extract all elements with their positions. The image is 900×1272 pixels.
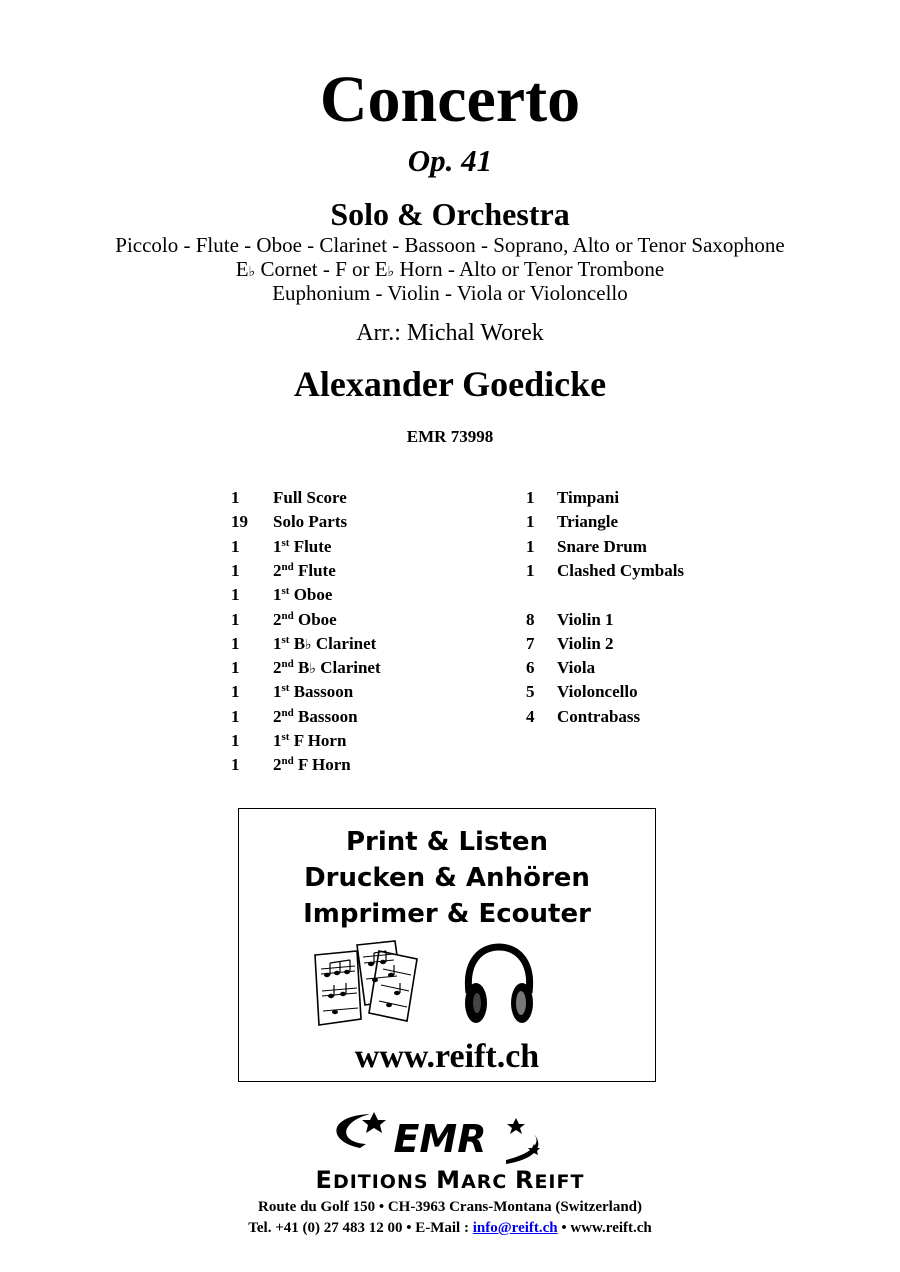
part-name: 1st Bassoon — [273, 682, 354, 702]
part-quantity: 1 — [231, 706, 240, 726]
flat-sign: ♭ — [387, 264, 395, 280]
promo-line-3: Imprimer & Ecouter — [303, 899, 591, 929]
promo-url: www.reift.ch — [354, 1038, 540, 1075]
part-quantity: 1 — [231, 488, 240, 507]
part-quantity: 1 — [231, 560, 240, 580]
part-name: 2nd Bassoon — [273, 706, 358, 726]
parts-list-left — [231, 486, 491, 786]
part-name: Timpani — [557, 488, 620, 507]
part-name: 2nd B♭ Clarinet — [273, 658, 381, 678]
part-quantity: 1 — [231, 682, 240, 702]
opus-number: Op. 41 — [407, 143, 493, 178]
subtitle: Solo & Orchestra — [330, 196, 570, 232]
instrument-line-1: Piccolo - Flute - Oboe - Clarinet - Bassoon - Soprano, Alto or Tenor Saxophone — [115, 233, 785, 257]
part-name: 1st Oboe — [273, 585, 333, 605]
arranger: Arr.: Michal Worek — [356, 320, 544, 346]
part-quantity: 5 — [526, 682, 535, 702]
part-name: Contrabass — [557, 706, 641, 726]
part-name: Full Score — [273, 488, 347, 507]
flat-sign: ♭ — [309, 661, 316, 678]
sheet-music-icon — [309, 939, 429, 1029]
part-name: 1st F Horn — [273, 731, 347, 750]
part-name: 2nd Flute — [273, 560, 336, 580]
part-name: Violoncello — [557, 682, 638, 702]
emr-logo — [320, 1108, 560, 1168]
logo-text: EMR — [393, 1117, 487, 1161]
composer: Alexander Goedicke — [293, 364, 607, 404]
publisher-brand: EDITIONS MARC REIFT — [315, 1166, 585, 1194]
part-quantity: 1 — [231, 585, 240, 605]
part-name: Clashed Cymbals — [557, 560, 685, 580]
part-quantity: 1 — [231, 755, 240, 775]
publisher-address: Route du Golf 150 • CH-3963 Crans-Montana (Switzerland) — [258, 1199, 642, 1215]
part-quantity: 1 — [231, 536, 240, 556]
title: Concerto — [319, 63, 581, 136]
part-name: 1st Flute — [273, 536, 332, 556]
catalog-number: EMR 73998 — [406, 427, 494, 446]
part-name: Snare Drum — [557, 536, 647, 556]
part-name: Viola — [557, 658, 596, 678]
part-quantity: 1 — [231, 731, 240, 750]
part-quantity: 1 — [526, 536, 535, 556]
part-quantity: 1 — [231, 658, 240, 678]
part-name: Solo Parts — [273, 512, 348, 532]
star-icon — [507, 1118, 525, 1134]
part-name: Violin 2 — [557, 633, 614, 653]
part-quantity: 1 — [231, 609, 240, 629]
headphones-icon — [459, 943, 539, 1029]
part-quantity: 1 — [526, 488, 535, 507]
publisher-contact: Tel. +41 (0) 27 483 12 00 • E-Mail : info@reift.ch • www.reift.ch — [248, 1220, 652, 1236]
instrument-line-2: E♭ Cornet - F or E♭ Horn - Alto or Tenor Trombone — [235, 257, 665, 281]
part-quantity: 4 — [526, 706, 535, 726]
part-name: 2nd Oboe — [273, 609, 337, 629]
instrument-line-3: Euphonium - Violin - Viola or Violoncello — [272, 281, 628, 305]
print-listen-box — [238, 808, 656, 1082]
part-quantity: 7 — [526, 633, 535, 653]
part-quantity: 1 — [231, 633, 240, 653]
part-name: Triangle — [557, 512, 619, 532]
part-name: Violin 1 — [557, 609, 614, 629]
part-name: 2nd F Horn — [273, 755, 351, 775]
flat-sign: ♭ — [305, 636, 312, 653]
flat-sign: ♭ — [248, 264, 256, 280]
email-link[interactable]: info@reift.ch — [472, 1220, 558, 1236]
promo-line-1: Print & Listen — [345, 827, 549, 857]
part-quantity: 19 — [231, 512, 248, 532]
part-quantity: 1 — [526, 512, 535, 532]
promo-line-2: Drucken & Anhören — [304, 863, 590, 893]
parts-list-right — [526, 486, 766, 786]
part-name: 1st B♭ Clarinet — [273, 633, 377, 653]
part-quantity: 1 — [526, 560, 535, 580]
part-quantity: 8 — [526, 609, 535, 629]
part-quantity: 6 — [526, 658, 535, 678]
